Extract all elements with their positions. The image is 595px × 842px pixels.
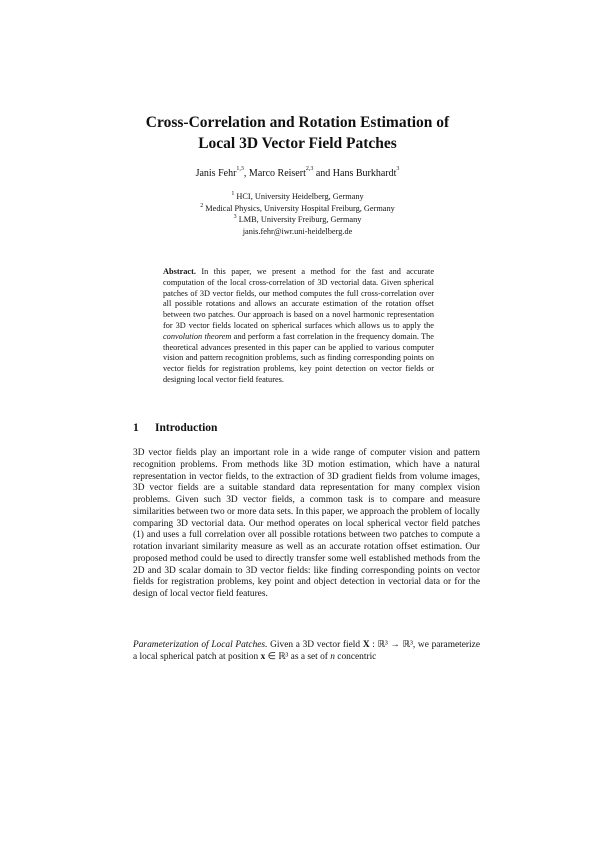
- affiliation-2-mark: 2: [200, 202, 204, 209]
- section-title: Introduction: [155, 422, 218, 434]
- affiliation-2: [60, 203, 535, 215]
- author-3-affil: 3: [396, 166, 400, 172]
- abstract-text-b: and perform a fast correlation in the frequency domain. The theoretical advances presented in this paper can be applied to various computer vision and pattern recognition problems, such as finding corresponding points on vector fields for registration problems, key point detection on vector fields or designing local vector field features.: [163, 331, 434, 384]
- title-line-1: Cross-Correlation and Rotation Estimation of: [145, 114, 450, 131]
- affiliation-3-text: LMB, University Freiburg, Germany: [238, 215, 362, 224]
- symbol-n: n: [330, 651, 335, 662]
- author-2-affil: 2,3: [305, 166, 314, 172]
- affiliations: [60, 191, 535, 237]
- author-1: Janis Fehr: [195, 168, 237, 179]
- author-3: and Hans Burkhardt: [313, 168, 397, 179]
- abstract-text-a: In this paper, we present a method for the fast and accurate computation of the local cross-correlation of 3D vectorial data. Given spherical patches of 3D vector fields, our method computes the full cross-correlation over all possible rotations and allows an accurate estimation of the rotation offset between two patches. Our approach is based on a novel harmonic representation for 3D vector fields located on spherical surfaces which allows us to apply the: [163, 267, 434, 330]
- author-2: , Marco Reisert: [243, 168, 306, 179]
- affiliation-1: [60, 191, 535, 203]
- parameterization-paragraph: [133, 640, 480, 664]
- param-text-c: ∈ ℝ³ as a set of: [265, 651, 331, 662]
- param-text-b: : ℝ³ → ℝ³, we parameterize a local spherical patch at position: [133, 640, 480, 662]
- author-1-affil: 1,3: [236, 166, 244, 172]
- affiliation-1-text: HCI, University Heidelberg, Germany: [236, 192, 364, 201]
- author-list: [60, 168, 535, 179]
- paper-title: [60, 112, 535, 154]
- abstract-emphasis: convolution theorem: [163, 331, 232, 341]
- affiliation-1-mark: 1: [231, 191, 235, 197]
- title-line-2: Local 3D Vector Field Patches: [198, 135, 397, 152]
- abstract: [163, 267, 434, 386]
- author-email: janis.fehr@iwr.uni-heidelberg.de: [242, 226, 353, 236]
- affiliation-2-text: Medical Physics, University Hospital Freiburg, Germany: [205, 203, 395, 213]
- symbol-x: x: [260, 651, 266, 662]
- section-heading: [133, 422, 217, 434]
- section-number: 1: [133, 422, 139, 434]
- paragraph-heading: Parameterization of Local Patches.: [133, 640, 268, 650]
- abstract-label: Abstract.: [163, 267, 196, 276]
- symbol-X: X: [362, 640, 370, 650]
- param-text-d: concentric: [334, 651, 377, 662]
- param-text-a: Given a 3D vector field: [267, 640, 363, 650]
- affiliation-3-mark: 3: [233, 214, 237, 220]
- affiliation-3: [60, 214, 535, 226]
- intro-paragraph: 3D vector fields play an important role in a wide range of computer vision and pattern recognition problems. From methods like 3D motion estimation, which have a natural representation in vector fields, to the extraction of 3D gradient fields from volume images, 3D vector fields are a suitable standard data representation for many complex vision problems. Given such 3D vector fields, a common task is to compare and measure similarities between two or more data sets. In this paper, we approach the problem of locally comparing 3D vectorial data. Our method operates on local spherical vector field patches (1) and uses a full correlation over all possible rotations between two patches to compute a rotation invariant similarity measure as well as an accurate rotation offset estimation. Our proposed method could be used to directly transfer some well established methods from the 2D and 3D scalar domain to 3D vector fields: like finding corresponding points on vector fields for registration problems, key point and object detection in vectorial data or for the design of local vector field features.: [133, 448, 480, 599]
